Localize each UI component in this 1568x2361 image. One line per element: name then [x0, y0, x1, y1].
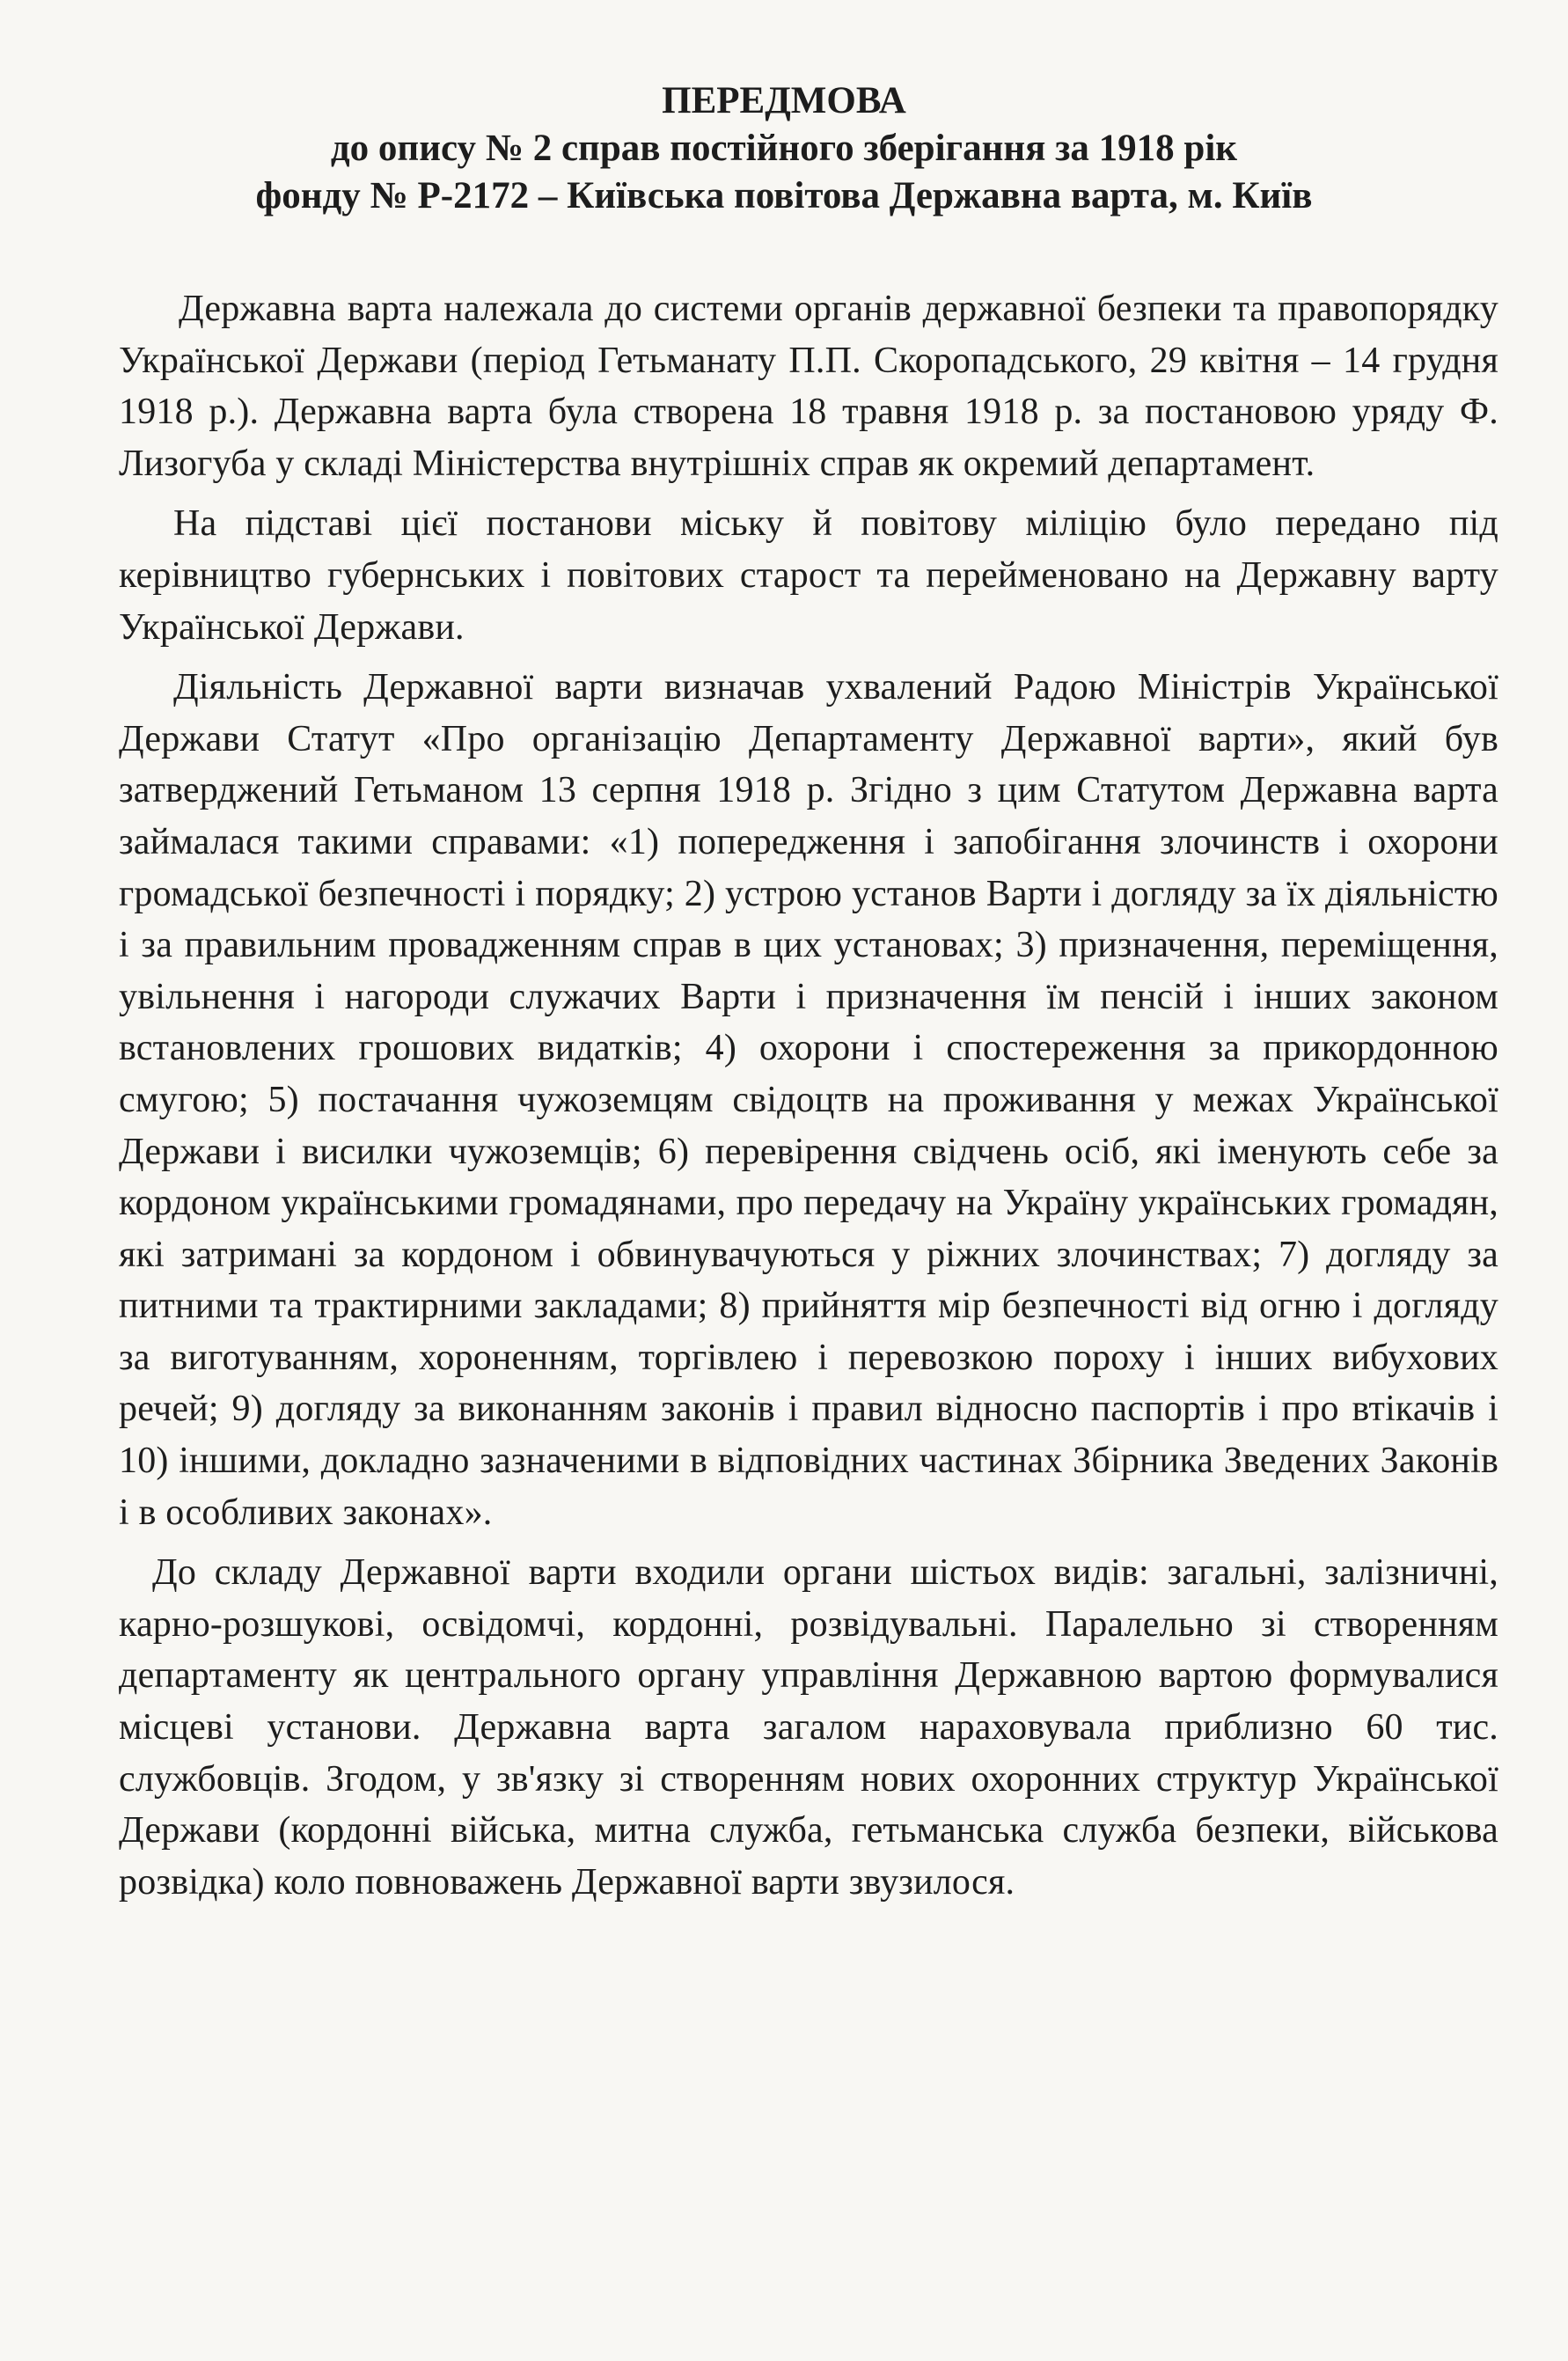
paragraph-1: Державна варта належала до системи органів державної безпеки та правопорядку Української Держави (період Гетьманату П.П. Скоропадського, 29 квітня – 14 грудня 1918 р.). Державна варта була створена 18 травня 1918 р. за постановою уряду Ф. Лизогуба у складі Міністерства внутрішніх справ як окремий департамент. [119, 289, 1498, 484]
document-body [119, 283, 1498, 1917]
paragraph-4: До складу Державної варти входили органи шістьох видів: загальні, залізничні, карно-розшукові, освідомчі, кордонні, розвідувальні. Паралельно зі створенням департаменту як центрального органу управління Державною вартою формувалися місцеві установи. Державна варта загалом нараховувала приблизно 60 тис. службовців. Згодом, у зв'язку зі створенням нових охоронних структур Української Держави (кордонні війська, митна служба, гетьманська служба безпеки, військова розвідка) коло повноважень Державної варти звузилося. [119, 1552, 1498, 1903]
document-header [0, 77, 1568, 220]
paragraph-2: На підставі цієї постанови міську й повітову міліцію було передано під керівництво губернських і повітових старост та перейменовано на Державну варту Української Держави. [119, 503, 1498, 648]
document-title: ПЕРЕДМОВА [662, 80, 906, 121]
paragraph-3: Діяльність Державної варти визначав ухвалений Радою Міністрів Української Держави Статут «Про організацію Департаменту Державної варти», який був затверджений Гетьманом 13 серпня 1918 р. Згідно з цим Статутом Державна варта займалася такими справами: «1) попередження і запобігання злочинств і охорони громадської безпечності і порядку; 2) устрою установ Варти і догляду за їх діяльністю і за правильним провадженням справ в цих установах; 3) призначення, переміщення, увільнення і нагороди служачих Варти і призначення їм пенсій і інших законом встановлених грошових видатків; 4) охорони і спостереження за прикордонною смугою; 5) постачання чужоземцям свідоцтв на проживання у межах Української Держави і висилки чужоземців; 6) перевірення свідчень осіб, які іменують себе за кордоном українськими громадянами, про передачу на Україну українських громадян, які затримані за кордоном і обвинувачуються у ріжних злочинствах; 7) догляду за питними та трактирними закладами; 8) прийняття мір безпечності від огню і догляду за виготуванням, хороненням, торгівлею і перевозкою пороху і інших вибухових речей; 9) догляду за виконанням законів і правил відносно паспортів і про втікачів і 10) іншими, докладно зазначеними в відповідних частинах Збірника Зведених Законів і в особливих законах». [119, 667, 1498, 1533]
document-subtitle-line-1: до опису № 2 справ постійного зберігання за 1918 рік [330, 128, 1238, 169]
document-subtitle-line-2: фонду № Р-2172 – Київська повітова Державна варта, м. Київ [255, 175, 1313, 216]
